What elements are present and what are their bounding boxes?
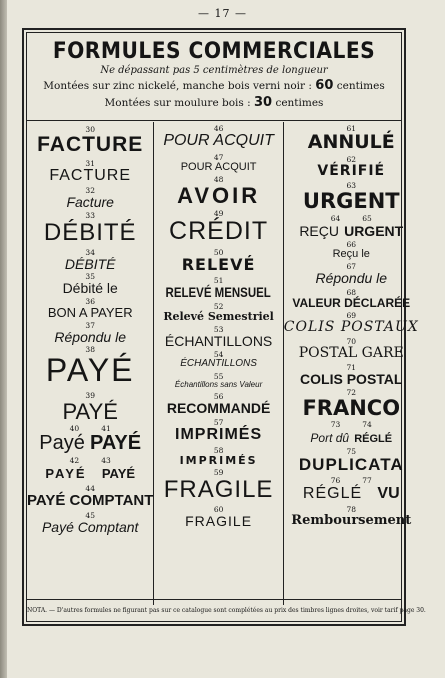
formula-debite-italic: DÉBITÉ xyxy=(64,255,116,272)
formula-number: 67 xyxy=(346,262,357,272)
formula-pour-acquit: POUR ACQUIT xyxy=(180,160,257,173)
formula-number: 53 xyxy=(213,324,224,334)
formula-number: 44 xyxy=(85,483,95,493)
formula-row-73-74 xyxy=(284,429,419,446)
formula-paye-large: PAYÉ xyxy=(45,352,135,389)
formula-number: 47 xyxy=(213,152,224,162)
page-title: FORMULES COMMERCIALES xyxy=(52,39,376,64)
formula-verifie: VÉRIFIÉ xyxy=(317,162,386,179)
formula-number: 68 xyxy=(346,287,357,297)
formula-number: 65 xyxy=(362,213,372,223)
formula-recu-le: Reçu le xyxy=(332,248,370,261)
formula-columns xyxy=(27,122,419,605)
catalog-inner-frame xyxy=(26,32,426,622)
formula-remboursement: Remboursement xyxy=(291,512,412,528)
formula-number: 56 xyxy=(213,392,224,402)
formula-releve: RELEVÉ xyxy=(181,254,256,274)
formula-imprimes-small: IMPRIMÉS xyxy=(179,453,258,467)
formula-number: 38 xyxy=(85,345,95,355)
formula-pour-acquit-italic: POUR ACQUIT xyxy=(163,132,274,149)
formula-number: 34 xyxy=(85,247,95,257)
formula-urgent-small: URGENT xyxy=(344,222,404,239)
formula-number: 70 xyxy=(346,336,357,346)
formula-imprimes: IMPRIMÉS xyxy=(175,425,263,443)
formula-number: 77 xyxy=(362,476,372,486)
formula-number: 60 xyxy=(213,504,224,514)
formula-number: 73 xyxy=(330,420,341,430)
formula-pair-76-77 xyxy=(284,477,419,485)
formula-debite-large: DÉBITÉ xyxy=(43,218,137,246)
formula-vu: VU xyxy=(377,485,400,503)
formula-number: 50 xyxy=(213,247,224,257)
formula-annule: ANNULÉ xyxy=(307,131,395,153)
formula-colis-postal: COLIS POSTAL xyxy=(300,370,403,387)
formula-number: 75 xyxy=(346,447,357,457)
formula-releve-semestriel: Relevé Semestriel xyxy=(163,310,274,324)
formula-paye-small: PAYÉ xyxy=(101,466,136,482)
formula-number: 32 xyxy=(85,185,95,195)
formula-colis-postaux: COLIS POSTAUX xyxy=(283,319,419,336)
formula-number: 57 xyxy=(213,417,224,427)
formula-port-du: Port dû xyxy=(310,431,350,446)
formula-releve-mensuel: RELEVÉ MENSUEL xyxy=(165,284,272,301)
formula-number: 78 xyxy=(346,504,357,514)
formula-number: 37 xyxy=(85,320,95,330)
formula-postal-gare: POSTAL GARE xyxy=(298,344,404,361)
formula-recommande: RECOMMANDÉ xyxy=(166,400,271,417)
formula-facture-bold: FACTURE xyxy=(37,133,144,156)
formula-number: 49 xyxy=(213,209,224,219)
formula-number: 51 xyxy=(213,276,224,286)
formula-number: 43 xyxy=(101,456,111,466)
formula-fragile-large: FRAGILE xyxy=(163,476,274,504)
formula-recu: REÇU xyxy=(299,222,339,239)
formula-paye-comptant-italic: Payé Comptant xyxy=(41,518,139,535)
formula-echantillons: ÉCHANTILLONS xyxy=(164,332,273,349)
formula-number: 35 xyxy=(85,272,95,282)
formula-paye-comptant: PAYÉ COMPTANT xyxy=(27,491,154,509)
formula-bon-a-payer: BON A PAYER xyxy=(47,305,133,321)
formula-row-42-43 xyxy=(27,465,153,482)
formula-pair-64-65 xyxy=(284,215,419,223)
price-line-wood-text: Montées sur moulure bois : xyxy=(104,97,251,109)
formula-number: 41 xyxy=(101,424,111,434)
formula-number: 58 xyxy=(213,445,224,455)
formula-number: 69 xyxy=(346,311,357,321)
formula-echantillons-sans-valeur: Échantillons sans Valeur xyxy=(174,379,263,389)
formula-number: 59 xyxy=(213,468,224,478)
formula-fragile: FRAGILE xyxy=(185,512,253,529)
page-subtitle: Ne dépassant pas 5 centimètres de longueur xyxy=(100,65,328,76)
formula-paye-bold: PAYÉ xyxy=(89,432,142,455)
formula-number: 52 xyxy=(213,302,224,312)
formula-number: 45 xyxy=(85,510,95,520)
formula-row-40-41 xyxy=(27,433,153,454)
formula-number: 61 xyxy=(346,124,357,133)
formula-paye-mixed: Payé xyxy=(39,432,85,455)
formula-row-64-65 xyxy=(284,223,419,240)
formula-column-2 xyxy=(153,122,282,605)
formula-number: 46 xyxy=(213,124,224,133)
price-wood-unit: centimes xyxy=(275,97,324,109)
formula-franco: FRANCO xyxy=(302,396,401,421)
formula-number: 30 xyxy=(85,125,95,134)
formula-facture-italic: Facture xyxy=(66,193,114,210)
formula-number: 36 xyxy=(85,297,95,307)
formula-number: 31 xyxy=(85,159,95,169)
price-line-wood xyxy=(27,95,401,110)
formula-regle: RÉGLÉ xyxy=(302,485,363,503)
page-number: — 17 — xyxy=(198,7,247,20)
formula-number: 63 xyxy=(346,180,357,190)
formula-avoir: AVOIR xyxy=(177,183,261,209)
formula-column-3 xyxy=(283,122,419,605)
formula-number: 39 xyxy=(85,391,95,401)
catalog-header xyxy=(27,33,401,121)
formula-urgent: URGENT xyxy=(302,188,400,213)
formula-duplicata: DUPLICATA xyxy=(298,455,404,475)
formula-repondu-le-italic: Répondu le xyxy=(315,270,388,287)
formula-number: 54 xyxy=(213,350,224,360)
formula-number: 55 xyxy=(213,371,224,381)
formula-paye: PAYÉ xyxy=(62,399,118,425)
formula-number: 74 xyxy=(362,420,372,430)
price-line-zinc-text: Montées sur zinc nickelé, manche bois verni noir : xyxy=(43,80,312,92)
price-wood: 30 xyxy=(254,95,273,110)
formula-number: 33 xyxy=(85,210,95,220)
formula-echantillons-italic: ÉCHANTILLONS xyxy=(180,358,257,370)
formula-repondu-le: Répondu le xyxy=(54,328,127,345)
formula-number: 76 xyxy=(330,476,341,486)
formula-valeur-declaree: VALEUR DÉCLARÉE xyxy=(292,295,411,310)
formula-number: 71 xyxy=(346,362,357,372)
formula-column-1 xyxy=(27,122,153,605)
formula-number: 66 xyxy=(346,240,357,250)
formula-row-76-77 xyxy=(284,485,419,503)
formula-debite-le: Débité le xyxy=(62,280,118,297)
formula-credit: CRÉDIT xyxy=(169,217,269,246)
formula-number: 40 xyxy=(69,424,80,434)
price-zinc: 60 xyxy=(315,78,334,93)
formula-facture: FACTURE xyxy=(49,167,132,185)
formula-paye-wide: PAYÉ xyxy=(45,466,87,482)
price-zinc-unit: centimes xyxy=(336,80,385,92)
formula-number: 42 xyxy=(69,456,80,466)
formula-number: 62 xyxy=(346,154,357,164)
price-line-zinc xyxy=(27,78,401,93)
formula-number: 64 xyxy=(330,213,341,223)
formula-number: 72 xyxy=(346,388,357,398)
formula-number: 48 xyxy=(213,175,224,185)
formula-regle-small: RÉGLÉ xyxy=(354,433,393,446)
catalog-frame xyxy=(22,28,426,626)
footnote: NOTA. — D'autres formules ne figurant pas sur ce catalogue sont complétées au prix des timbres lignes droites, voir tarif page 30. xyxy=(27,599,401,621)
